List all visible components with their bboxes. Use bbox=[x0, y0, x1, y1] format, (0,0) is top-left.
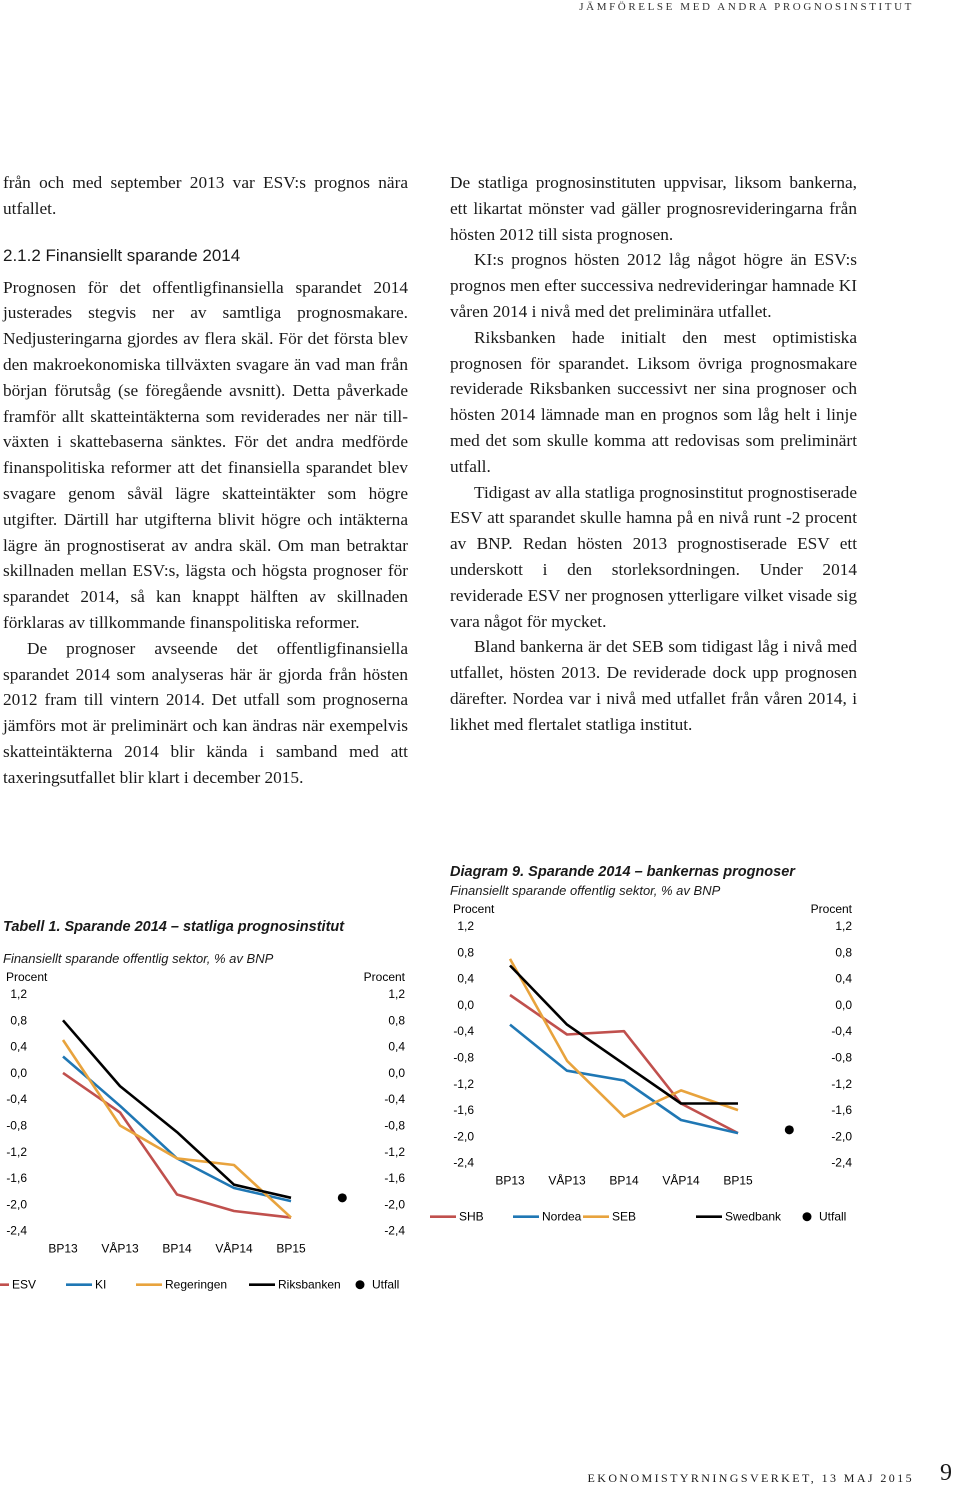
legend-label: Utfall bbox=[372, 1277, 400, 1292]
legend-outcome-dot bbox=[356, 1280, 365, 1289]
body-paragraph-1: Prognosen för det offentligfinansiella sparandet 2014 justerades stegvis ner av samtliga prognosmakare. Nedjusteringarna gjordes av flera skäl. För det första blev den makroekonomiska tillväxten svagare än vad man från början förutsåg (se föregående avsnitt). Detta påverkade framför allt skatteintäkterna som reviderades ner när tillväxten i skattebaserna sänktes. För det andra medförde finanspolitiska reformer att det finansiella sparandet blev svagare genom såväl lägre skatteintäkter som högre utgifter. Därtill har utgifterna blivit högre och intäkterna lägre än prognostiserat av andra skäl. Om man betraktar skillnaden mellan ESV:s, lägsta och högsta prognoser för sparandet 2014, så kan knappt hälften av skillnaden förklaras av tillkommande finanspolitiska reformer. bbox=[3, 277, 408, 632]
x-tick-label: VÅP13 bbox=[548, 1173, 586, 1188]
y-tick-label-right: -0,8 bbox=[384, 1118, 405, 1133]
y-tick-label-left: -0,8 bbox=[6, 1118, 27, 1133]
outcome-point bbox=[338, 1193, 347, 1202]
x-tick-label: BP15 bbox=[723, 1173, 753, 1188]
y-axis-label-right: Procent bbox=[810, 902, 852, 916]
page-number: 9 bbox=[940, 1460, 952, 1486]
running-header bbox=[0, 0, 960, 22]
y-tick-label-left: -1,2 bbox=[6, 1144, 27, 1159]
body-paragraph-2: De prognoser avseende det offentligfinansiella sparandet 2014 som analyseras här är gjorda från hösten 2012 fram till vintern 2014. Det utfall som prognoserna jämförs mot är preliminärt och kan ändras när exempelvis skatteintäkterna 2014 blir kända i samband med att taxeringsutfallet blir klart i december 2015. bbox=[3, 638, 408, 787]
y-tick-label-left: 1,2 bbox=[457, 919, 474, 933]
right-paragraph-1: De statliga prognosinstituten uppvisar, liksom bankerna, ett likartat mönster vad gäller prognosrevideringarna från hösten 2012 till sista prognosen. bbox=[450, 173, 857, 244]
left-column bbox=[3, 170, 408, 791]
footer-text: EKONOMISTYRNINGSVERKET, 13 MAJ 2015 bbox=[587, 1471, 914, 1485]
y-tick-label-right: -0,4 bbox=[831, 1024, 852, 1039]
y-tick-label-right: 0,0 bbox=[835, 997, 852, 1012]
y-tick-label-right: -2,0 bbox=[831, 1129, 852, 1144]
x-tick-label: VÅP14 bbox=[215, 1241, 253, 1256]
y-tick-label-left: 0,4 bbox=[10, 1039, 27, 1054]
y-tick-label-right: 0,8 bbox=[835, 945, 852, 960]
legend-label: SHB bbox=[459, 1209, 484, 1224]
chart-subtitle: Finansiellt sparande offentlig sektor, % av BNP bbox=[3, 951, 274, 966]
y-tick-label-left: -2,0 bbox=[453, 1129, 474, 1144]
y-tick-label-right: -0,4 bbox=[384, 1092, 405, 1107]
right-paragraph-2: KI:s prognos hösten 2012 låg något högre än ESV:s prognos men efter successiva nedrevideringar hamnade KI våren 2014 i nivå med det preliminära utfallet. bbox=[450, 250, 857, 321]
y-axis-label-left: Procent bbox=[453, 902, 495, 916]
y-tick-label-right: -1,6 bbox=[831, 1103, 852, 1118]
y-tick-label-left: -0,4 bbox=[453, 1024, 474, 1039]
y-tick-label-left: -1,6 bbox=[6, 1171, 27, 1186]
y-axis-label-left: Procent bbox=[6, 970, 48, 984]
y-tick-label-left: -2,0 bbox=[6, 1197, 27, 1212]
y-tick-label-right: -0,8 bbox=[831, 1050, 852, 1065]
legend-label: Regeringen bbox=[165, 1277, 228, 1292]
section-heading: 2.1.2 Finansiellt sparande 2014 bbox=[3, 245, 241, 265]
y-tick-label-right: -2,0 bbox=[384, 1197, 405, 1212]
y-axis-label-right: Procent bbox=[363, 970, 405, 984]
y-tick-label-left: 1,2 bbox=[10, 987, 27, 1001]
y-tick-label-right: -1,2 bbox=[384, 1144, 405, 1159]
legend-label: Nordea bbox=[542, 1209, 582, 1224]
right-paragraph-4: Tidigast av alla statliga prognosinstitut prognostiserade ESV att sparandet skulle hamna på en nivå runt -2 procent av BNP. Redan hösten 2013 prognostiserade ESV ett underskott i den storleksordningen. Under 2014 reviderade ESV ner prognosen ytterligare vilket visade sig vara något för mycket. bbox=[450, 482, 857, 631]
y-tick-label-left: 0,0 bbox=[457, 997, 474, 1012]
y-tick-label-left: 0,4 bbox=[457, 971, 474, 986]
y-tick-label-left: -1,6 bbox=[453, 1103, 474, 1118]
y-tick-label-left: -0,4 bbox=[6, 1092, 27, 1107]
y-tick-label-left: 0,0 bbox=[10, 1065, 27, 1080]
x-tick-label: BP13 bbox=[48, 1241, 78, 1256]
x-tick-label: BP14 bbox=[162, 1241, 192, 1256]
x-tick-label: VÅP14 bbox=[662, 1173, 700, 1188]
y-tick-label-left: 0,8 bbox=[10, 1013, 27, 1028]
y-tick-label-left: -1,2 bbox=[453, 1076, 474, 1091]
y-tick-label-right: 0,4 bbox=[835, 971, 852, 986]
chart-subtitle: Finansiellt sparande offentlig sektor, % av BNP bbox=[450, 883, 721, 898]
legend-label: Swedbank bbox=[725, 1209, 782, 1224]
y-tick-label-right: 0,0 bbox=[388, 1065, 405, 1080]
x-tick-label: BP15 bbox=[276, 1241, 306, 1256]
series-line-swedbank bbox=[510, 966, 738, 1104]
series-line-riksbanken bbox=[63, 1020, 291, 1198]
y-tick-label-right: 0,8 bbox=[388, 1013, 405, 1028]
y-tick-label-right: 1,2 bbox=[388, 987, 405, 1001]
page-footer bbox=[0, 1460, 960, 1488]
x-tick-label: BP14 bbox=[609, 1173, 639, 1188]
y-tick-label-right: -1,6 bbox=[384, 1171, 405, 1186]
y-tick-label-right: 0,4 bbox=[388, 1039, 405, 1054]
legend-label: Utfall bbox=[819, 1209, 847, 1224]
chart-statliga bbox=[3, 918, 423, 1317]
legend-label: ESV bbox=[12, 1277, 37, 1292]
chart-title: Tabell 1. Sparande 2014 – statliga prognosinstitut bbox=[3, 919, 345, 935]
legend-label: KI bbox=[95, 1277, 107, 1292]
y-tick-label-right: -1,2 bbox=[831, 1076, 852, 1091]
chart-svg bbox=[418, 899, 870, 1244]
chart-svg bbox=[0, 967, 423, 1312]
legend-label: SEB bbox=[612, 1209, 637, 1224]
y-tick-label-left: 0,8 bbox=[457, 945, 474, 960]
y-tick-label-right: 1,2 bbox=[835, 919, 852, 933]
legend-outcome-dot bbox=[803, 1212, 812, 1221]
outcome-point bbox=[785, 1125, 794, 1134]
y-tick-label-left: -0,8 bbox=[453, 1050, 474, 1065]
chart-banker bbox=[450, 863, 870, 1249]
chart-title: Diagram 9. Sparande 2014 – bankernas prognoser bbox=[450, 864, 795, 880]
y-tick-label-right: -2,4 bbox=[384, 1223, 405, 1238]
y-tick-label-right: -2,4 bbox=[831, 1155, 852, 1170]
running-title: JÄMFÖRELSE MED ANDRA PROGNOSINSTITUT bbox=[579, 1, 914, 13]
legend-label: Riksbanken bbox=[278, 1277, 341, 1292]
right-paragraph-5: Bland bankerna är det SEB som tidigast låg i nivå med utfallet, hösten 2013. De reviderade dock upp prognosen därefter. Nordea var i nivå med utfallet från våren 2014, i likhet med flertalet statliga institut. bbox=[450, 637, 857, 734]
intro-paragraph: från och med september 2013 var ESV:s prognos nära utfallet. bbox=[3, 173, 408, 218]
x-tick-label: BP13 bbox=[495, 1173, 525, 1188]
series-line-ki bbox=[63, 1057, 291, 1202]
x-tick-label: VÅP13 bbox=[101, 1241, 139, 1256]
right-paragraph-3: Riksbanken hade initialt den mest optimistiska prognosen för sparandet. Liksom övriga prognosmakare reviderade Riksbanken successivt ner sina prognoser och hösten 2014 lämnade man en prognos som låg helt i linje med det som skulle komma att redovisas som preliminärt utfall. bbox=[450, 327, 857, 476]
series-line-seb bbox=[510, 959, 738, 1117]
right-column bbox=[450, 170, 857, 738]
y-tick-label-left: -2,4 bbox=[6, 1223, 27, 1238]
y-tick-label-left: -2,4 bbox=[453, 1155, 474, 1170]
series-line-esv bbox=[63, 1073, 291, 1218]
